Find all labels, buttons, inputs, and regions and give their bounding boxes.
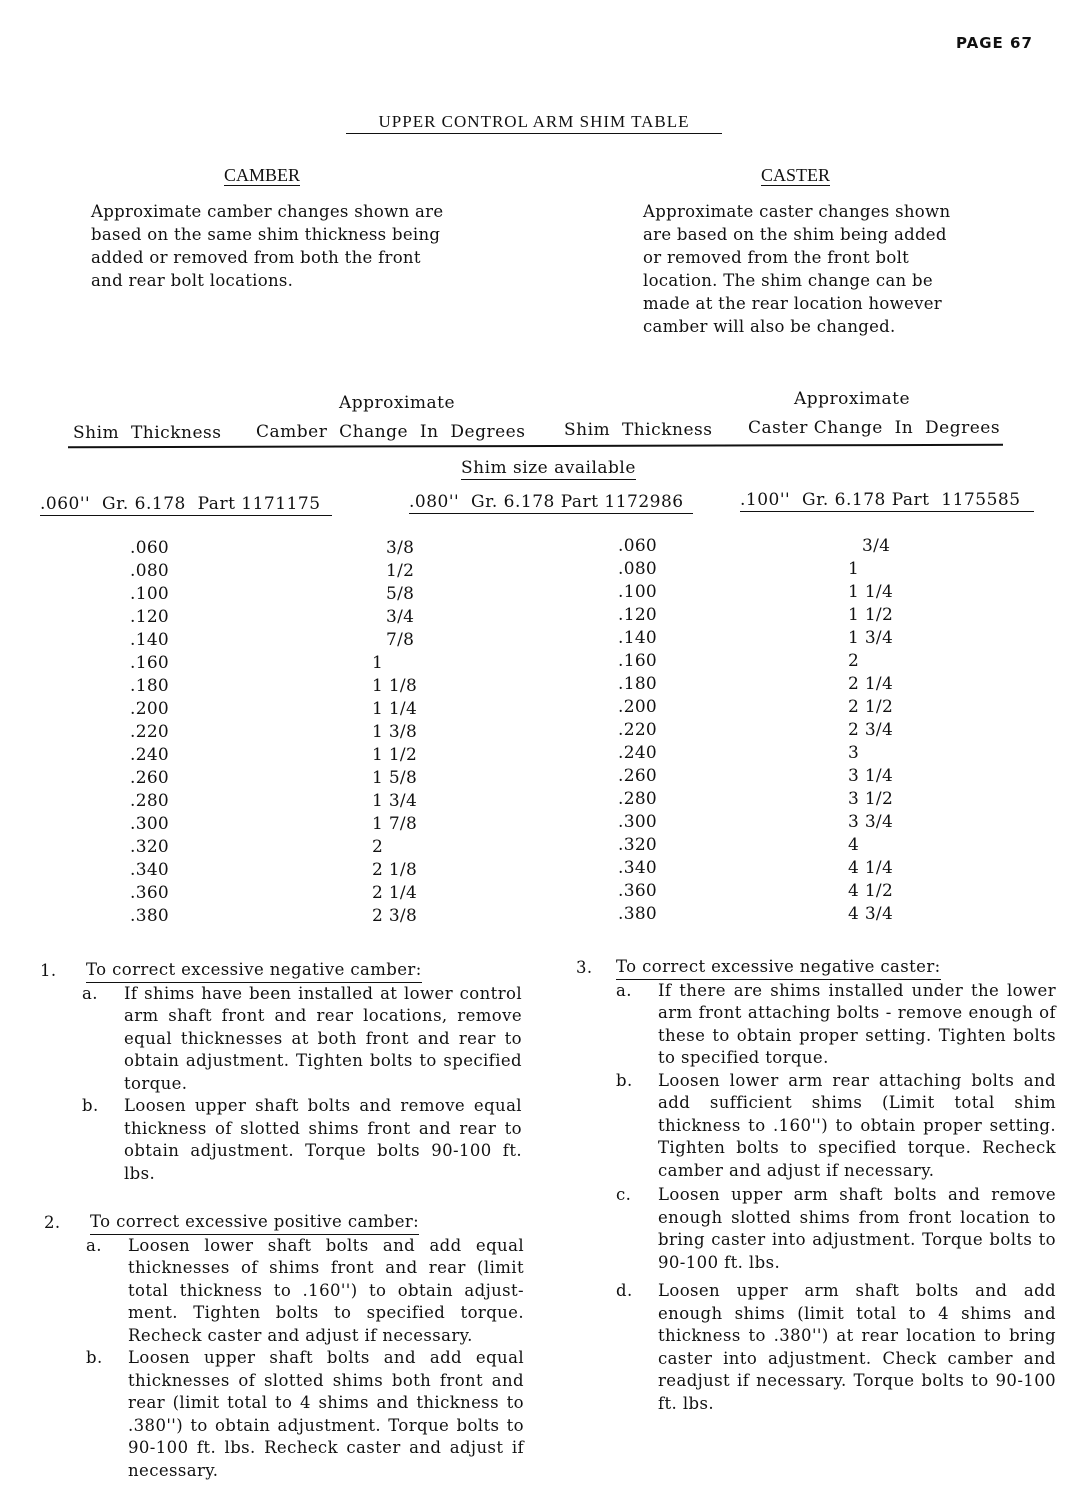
table-row (130, 721, 417, 744)
step-text: If shims have been installed at lower control arm shaft front and rear locations, remove equal thicknesses at both front and rear to obtain adjustment. Tighten bolts to specified torque. (124, 983, 522, 1093)
degree-change-cell: 2 1/2 (848, 697, 894, 717)
shim-thickness-cell: .160 (618, 651, 658, 671)
table-row (130, 560, 417, 583)
shim-size-100: .100'' Gr. 6.178 Part 1175585 (740, 490, 1034, 512)
procedure-number: 1. (40, 961, 57, 980)
header-caster-change: Caster Change In Degrees (748, 418, 1001, 438)
table-row (618, 857, 893, 880)
header-rule (68, 444, 1003, 448)
table-row (618, 535, 893, 558)
approximate-label-camber: Approximate (339, 393, 456, 413)
degree-change-cell: 2 (848, 651, 860, 671)
shim-thickness-cell: .300 (618, 812, 658, 832)
shim-thickness-cell: .380 (130, 906, 170, 926)
step-label: b. (86, 1348, 103, 1367)
table-row (618, 650, 893, 673)
degree-change-cell: 2 (372, 837, 384, 857)
degree-change-cell: 1 1/2 (372, 745, 418, 765)
degree-change-cell: 5/8 (386, 584, 415, 604)
procedure-step (616, 1184, 1056, 1274)
header-shim-thickness-2: Shim Thickness (564, 420, 713, 440)
degree-change-cell: 2 1/4 (848, 674, 894, 694)
shim-thickness-cell: .240 (130, 745, 170, 765)
step-text: Loosen upper arm shaft bolts and add enough shims (limit total to 4 shims and thickness to .380'') at rear location to bring caster into adjustment. Check camber and readjust if necessary. Torque bolts to 90-100 ft. lbs. (658, 1281, 1056, 1413)
table-row (618, 719, 893, 742)
caster-table (618, 535, 893, 926)
shim-thickness-cell: .220 (130, 722, 170, 742)
shim-thickness-cell: .140 (130, 630, 170, 650)
intro-line: Approximate caster changes shown (643, 202, 951, 221)
shim-thickness-cell: .100 (618, 582, 658, 602)
table-row (618, 604, 893, 627)
table-row (618, 696, 893, 719)
shim-thickness-cell: .380 (618, 904, 658, 924)
degree-change-cell: 7/8 (386, 630, 415, 650)
page-number: PAGE 67 (956, 34, 1033, 52)
header-shim-thickness-1: Shim Thickness (73, 423, 222, 443)
shim-thickness-cell: .160 (130, 653, 170, 673)
shim-thickness-cell: .060 (130, 538, 170, 558)
degree-change-cell: 1 1/2 (848, 605, 894, 625)
procedure-step (616, 980, 1056, 1070)
intro-line: and rear bolt locations. (91, 271, 294, 290)
step-label: d. (616, 1281, 633, 1300)
degree-change-cell: 4 (848, 835, 860, 855)
table-row (130, 652, 417, 675)
shim-thickness-cell: .120 (130, 607, 170, 627)
degree-change-cell: 2 1/4 (372, 883, 418, 903)
step-text: Loosen upper shaft bolts and remove equal thickness of slotted shims front and rear to obtain adjustment. Torque bolts 90-100 ft. lbs. (124, 1096, 522, 1183)
degree-change-cell: 3 3/4 (848, 812, 894, 832)
table-row (618, 834, 893, 857)
shim-thickness-cell: .060 (618, 536, 658, 556)
degree-change-cell: 1 5/8 (372, 768, 418, 788)
table-row (130, 675, 417, 698)
intro-line: Approximate camber changes shown are (91, 202, 444, 221)
degree-change-cell: 1 3/4 (372, 791, 418, 811)
degree-change-cell: 1 (372, 653, 384, 673)
step-label: a. (82, 983, 98, 1003)
intro-line: added or removed from both the front (91, 248, 421, 267)
procedure-1 (40, 960, 522, 1185)
camber-table (130, 537, 417, 928)
shim-thickness-cell: .300 (130, 814, 170, 834)
shim-thickness-cell: .360 (130, 883, 170, 903)
table-row (130, 537, 417, 560)
intro-line: camber will also be changed. (643, 317, 896, 336)
table-row (130, 905, 417, 928)
degree-change-cell: 1 3/8 (372, 722, 418, 742)
step-label: b. (82, 1096, 99, 1115)
step-label: b. (616, 1070, 633, 1090)
shim-thickness-cell: .260 (618, 766, 658, 786)
table-row (618, 627, 893, 650)
degree-change-cell: 2 3/4 (848, 720, 894, 740)
shim-thickness-cell: .080 (130, 561, 170, 581)
degree-change-cell: 4 1/4 (848, 858, 894, 878)
procedure-2 (44, 1212, 524, 1482)
shim-size-080: .080'' Gr. 6.178 Part 1172986 (409, 492, 693, 514)
table-row (618, 765, 893, 788)
step-text: Loosen lower arm rear attaching bolts and add sufficient shims (Limit total shim thickness to .160'') to obtain proper setting. Tighten bolts to specified torque. Recheck camber and adjust if necessary. (658, 1070, 1056, 1180)
degree-change-cell: 3/8 (386, 538, 415, 558)
procedure-step (82, 1095, 522, 1185)
degree-change-cell: 3/4 (386, 607, 415, 627)
table-row (130, 813, 417, 836)
shim-thickness-cell: .240 (618, 743, 658, 763)
caster-heading: CASTER (761, 165, 831, 185)
step-text: Loosen upper shaft bolts and add equal thicknesses of slotted shims both front and rear (limit total to 4 shims and thickness to .380'') to obtain adjustment. Torque bolts to 90-100 ft. lbs. Recheck caster and adjust if necessary. (128, 1348, 524, 1480)
degree-change-cell: 3 (848, 743, 860, 763)
camber-intro (91, 200, 491, 292)
step-label: a. (86, 1235, 102, 1255)
procedure-step (86, 1347, 524, 1482)
procedure-3 (576, 957, 1056, 1415)
caster-intro (643, 200, 1003, 338)
shim-thickness-cell: .080 (618, 559, 658, 579)
degree-change-cell: 1 (848, 559, 860, 579)
degree-change-cell: 1 3/4 (848, 628, 894, 648)
table-row (618, 673, 893, 696)
table-row (130, 698, 417, 721)
degree-change-cell: 2 3/8 (372, 906, 418, 926)
intro-line: made at the rear location however (643, 294, 942, 313)
degree-change-cell: 4 3/4 (848, 904, 894, 924)
procedure-step (86, 1235, 524, 1348)
degree-change-cell: 1 1/8 (372, 676, 418, 696)
degree-change-cell: 4 1/2 (848, 881, 894, 901)
table-row (130, 859, 417, 882)
degree-change-cell: 1/2 (386, 561, 415, 581)
procedure-step (616, 1280, 1056, 1415)
shim-thickness-cell: .360 (618, 881, 658, 901)
table-row (130, 744, 417, 767)
shim-thickness-cell: .280 (130, 791, 170, 811)
shim-thickness-cell: .200 (618, 697, 658, 717)
degree-change-cell: 1 1/4 (372, 699, 418, 719)
table-row (618, 742, 893, 765)
procedure-title: To correct excessive negative caster: (616, 957, 941, 980)
shim-thickness-cell: .180 (130, 676, 170, 696)
shim-thickness-cell: .180 (618, 674, 658, 694)
table-row (130, 606, 417, 629)
step-text: Loosen lower shaft bolts and add equal thicknesses of shims front and rear (limit total thickness to .160'') to obtain adjust-ment. Tighten bolts to specified torque. Recheck caster and adjust if necessary. (128, 1235, 524, 1345)
degree-change-cell: 3 1/2 (848, 789, 894, 809)
shim-thickness-cell: .340 (130, 860, 170, 880)
step-text: Loosen upper arm shaft bolts and remove enough slotted shims from front location to bring caster into adjustment. Torque bolts to 90-100 ft. lbs. (658, 1185, 1056, 1272)
degree-change-cell: 1 1/4 (848, 582, 894, 602)
shim-thickness-cell: .320 (130, 837, 170, 857)
shim-thickness-cell: .120 (618, 605, 658, 625)
shim-thickness-cell: .340 (618, 858, 658, 878)
procedure-title: To correct excessive negative camber: (86, 960, 422, 983)
procedure-number: 3. (576, 958, 593, 977)
intro-line: or removed from the front bolt (643, 248, 910, 267)
shim-size-060: .060'' Gr. 6.178 Part 1171175 (40, 494, 332, 516)
intro-line: are based on the shim being added (643, 225, 947, 244)
shim-thickness-cell: .200 (130, 699, 170, 719)
shim-size-available-label: Shim size available (461, 458, 636, 478)
shim-thickness-cell: .100 (130, 584, 170, 604)
degree-change-cell: 2 1/8 (372, 860, 418, 880)
table-row (618, 558, 893, 581)
degree-change-cell: 1 7/8 (372, 814, 418, 834)
header-camber-change: Camber Change In Degrees (256, 422, 526, 442)
degree-change-cell: 3/4 (862, 536, 891, 556)
shim-thickness-cell: .140 (618, 628, 658, 648)
intro-line: based on the same shim thickness being (91, 225, 441, 244)
procedure-title: To correct excessive positive camber: (90, 1212, 419, 1235)
table-row (130, 629, 417, 652)
table-row (618, 811, 893, 834)
approximate-label-caster: Approximate (794, 389, 911, 409)
shim-thickness-cell: .260 (130, 768, 170, 788)
degree-change-cell: 3 1/4 (848, 766, 894, 786)
table-row (130, 836, 417, 859)
step-text: If there are shims installed under the lower arm front attaching bolts - remove enough of these to obtain proper setting. Tighten bolts to specified torque. (658, 980, 1056, 1067)
shim-thickness-cell: .220 (618, 720, 658, 740)
procedure-step (616, 1070, 1056, 1183)
table-row (130, 882, 417, 905)
camber-heading: CAMBER (224, 165, 301, 185)
procedure-number: 2. (44, 1213, 61, 1232)
table-row (618, 581, 893, 604)
shim-thickness-cell: .280 (618, 789, 658, 809)
step-label: a. (616, 980, 632, 1000)
step-label: c. (616, 1185, 632, 1204)
table-row (130, 790, 417, 813)
table-row (130, 767, 417, 790)
table-row (618, 903, 893, 926)
page-title: UPPER CONTROL ARM SHIM TABLE (346, 112, 722, 134)
shim-thickness-cell: .320 (618, 835, 658, 855)
table-row (618, 788, 893, 811)
procedure-step (82, 983, 522, 1096)
intro-line: location. The shim change can be (643, 271, 933, 290)
table-row (618, 880, 893, 903)
table-row (130, 583, 417, 606)
